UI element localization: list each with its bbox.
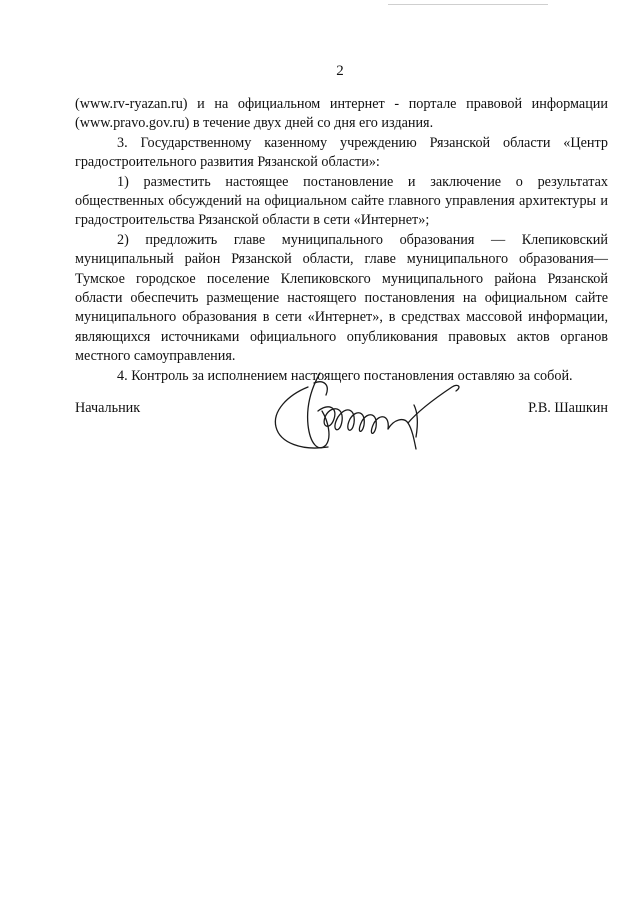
document-body <box>75 95 608 386</box>
signatory-name: Р.В. Шашкин <box>528 400 608 416</box>
paragraph-3-item-2: 2) предложить главе муниципального образования — Клепиковский муниципальный район Рязанской области, главе муниципального образования— Тумское городское поселение Клепиковского муниципального района Рязанской области обеспечить размещение настоящего постановления на официальном сайте муниципального образования в сети «Интернет», в средствах массовой информации, являющихся источниками официального опубликования правовых актов органов местного самоуправления. <box>75 231 608 365</box>
handwritten-signature <box>268 365 468 465</box>
page-number: 2 <box>336 63 344 79</box>
paragraph-3: 3. Государственному казенному учреждению Рязанской области «Центр градостроительного развития Рязанской области»: <box>75 134 608 171</box>
paragraph-3-item-1: 1) разместить настоящее постановление и заключение о результатах общественных обсуждений на официальном сайте главного управления архитектуры и градостроительства Рязанской области в сети «Интернет»; <box>75 173 608 229</box>
signatory-title: Начальник <box>75 400 141 416</box>
paragraph-continuation: (www.rv-ryazan.ru) и на официальном интернет - портале правовой информации (www.pravo.gov.ru) в течение двух дней со дня его издания. <box>75 96 608 132</box>
paragraph-4: 4. Контроль за исполнением настоящего постановления оставляю за собой. <box>117 367 573 384</box>
scan-edge-line <box>388 4 548 5</box>
